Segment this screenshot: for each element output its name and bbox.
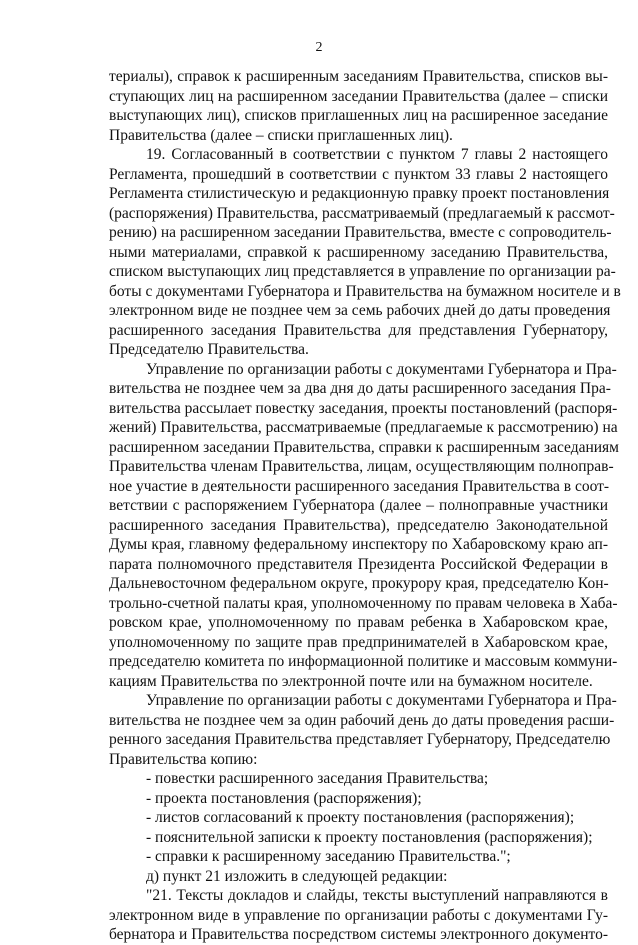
text-line: ренного заседания Правительства представляет Губернатору, Председателю (109, 731, 611, 748)
text-line: Дальневосточном федеральном округе, прокурору края, председателю Кон- (109, 575, 609, 592)
text-line: электронном виде в управление по организации работы с документами Гу- (109, 906, 608, 924)
text-line: парата полномочного представителя Президента Российской Федерации в (109, 555, 608, 573)
text-line: кациям Правительства по электронной почте или на бумажном носителе. (109, 672, 593, 690)
text-line: вительства рассылает повестку заседания, проекты постановлений (распоря- (109, 399, 618, 417)
text-line: ровском крае, уполномоченному по правам ребенка в Хабаровском крае, (109, 614, 608, 631)
text-line: Правительства копию: (109, 750, 258, 768)
text-line: расширенного заседания Правительства для представления Губернатору, (109, 321, 608, 339)
text-line: вительства не позднее чем за два дня до даты расширенного заседания Пра- (109, 380, 611, 397)
text-line: расширенном заседании Правительства, справки к расширенным заседаниям (109, 438, 619, 456)
text-line: бернатора и Правительства посредством системы электронного документо- (109, 926, 608, 943)
text-line: Регламента стилистическую и редакционную правку проект постановления (109, 185, 610, 202)
text-line: ступающих лиц на расширенном заседании Правительства (далее – списки (109, 87, 608, 105)
text-line: 19. Согласованный в соответствии с пунктом 7 главы 2 настоящего (146, 146, 608, 163)
text-line: Правительства (далее – списки приглашенных лиц). (109, 126, 453, 144)
text-line: - повестки расширенного заседания Правительства; (146, 770, 489, 787)
text-line: списком выступающих лиц представляется в управление по организации ра- (109, 263, 616, 280)
text-line: Управление по организации работы с документами Губернатора и Пра- (146, 360, 617, 378)
text-line: трольно-счетной палаты края, уполномоченному по правам человека в Хаба- (109, 594, 618, 612)
page-number: 2 (315, 40, 323, 55)
text-line: Председателю Правительства. (109, 341, 309, 358)
text-line: рению) на расширенном заседании Правительства, вместе с сопроводитель- (109, 224, 612, 241)
text-line: - листов согласований к проекту постановления (распоряжения); (146, 809, 575, 826)
text-line: д) пункт 21 изложить в следующей редакции: (146, 867, 448, 885)
text-line: (распоряжения) Правительства, рассматриваемый (предлагаемый к рассмот- (109, 204, 615, 222)
text-line: ными материалами, справкой к расширенному заседанию Правительства, (109, 243, 608, 261)
text-line: "21. Тексты докладов и слайды, тексты выступлений направляются в (146, 887, 608, 904)
text-line: выступающих лиц), списков приглашенных лиц на расширенное заседание (109, 107, 608, 124)
text-line: уполномоченному по защите прав предпринимателей в Хабаровском крае, (109, 633, 608, 651)
text-line: Правительства членам Правительства, лицам, осуществляющим полноправ- (109, 458, 614, 475)
text-line: электронном виде не позднее чем за семь рабочих дней до даты проведения (109, 302, 611, 319)
text-line: Регламента, прошедший в соответствии с пунктом 33 главы 2 настоящего (109, 165, 608, 183)
text-line: - проекта постановления (распоряжения); (146, 789, 422, 807)
text-line: Думы края, главному федеральному инспектору по Хабаровскому краю ап- (109, 536, 608, 553)
text-line: ветствии с распоряжением Губернатора (далее – полноправные участники (109, 497, 608, 514)
text-line: териалы), справок к расширенным заседаниям Правительства, списков вы- (109, 68, 608, 85)
text-line: - справки к расширенному заседанию Правительства."; (146, 848, 511, 865)
text-line: жений) Правительства, рассматриваемые (предлагаемые к рассмотрению) на (109, 419, 618, 436)
text-line: расширенного заседания Правительства), председателю Законодательной (109, 516, 608, 534)
text-line: вительства не позднее чем за один рабочий день до даты проведения расши- (109, 711, 615, 729)
text-line: Управление по организации работы с документами Губернатора и Пра- (146, 692, 617, 709)
text-line: ное участие в деятельности расширенного заседания Правительства в соот- (109, 477, 610, 495)
text-line: - пояснительной записки к проекту постановления (распоряжения); (146, 828, 593, 846)
text-line: председателю комитета по информационной политике и массовым коммуни- (109, 653, 618, 670)
text-line: боты с документами Губернатора и Правительства на бумажном носителе и в (109, 282, 621, 300)
document-body (109, 67, 621, 945)
